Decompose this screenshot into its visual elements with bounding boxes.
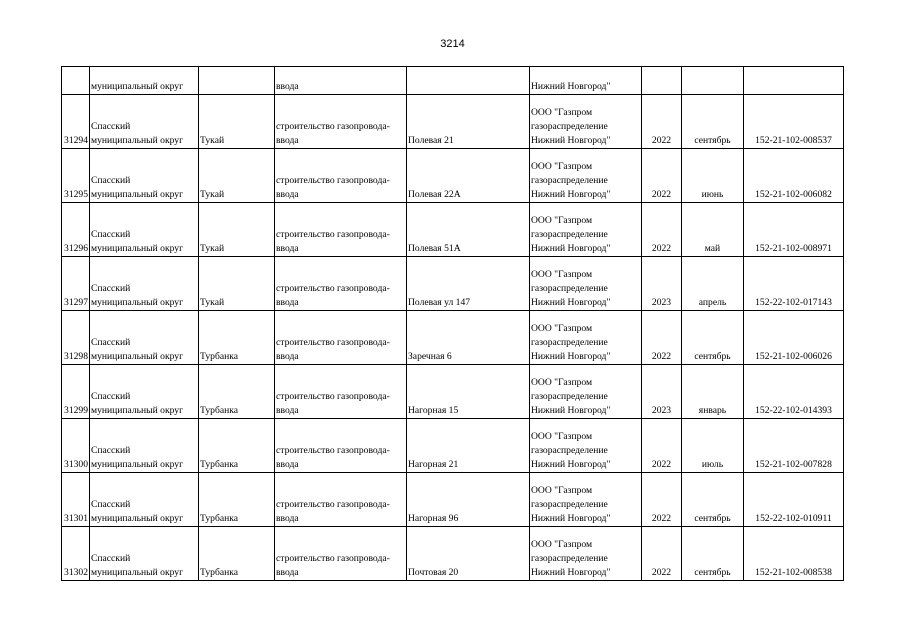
cell-work [275,95,407,149]
district-line-1: Спасский [91,391,131,402]
org-line-2: газораспределение [531,553,608,564]
cell-organization [530,365,642,419]
work-line-2: ввода [276,135,299,146]
month-text: апрель [698,297,727,308]
cell-district [90,311,199,365]
cell-district [90,419,199,473]
address-text: Нагорная 15 [408,405,459,416]
month-text: сентябрь [694,351,731,362]
district-line-2: муниципальный округ [91,189,184,200]
cell-month [682,149,744,203]
locality-text: Турбанка [200,513,239,524]
cell-month [682,365,744,419]
address-text: Полевая 21 [408,135,454,146]
month-text: сентябрь [694,513,731,524]
address-text: Нагорная 21 [408,459,459,470]
cell-num [62,257,90,311]
address-text: Полевая ул 147 [408,297,471,308]
cell-code [744,149,844,203]
row-number: 31297 [64,297,88,308]
org-line-3: Нижний Новгород" [531,405,611,416]
row-number: 31295 [64,189,88,200]
org-line-2: газораспределение [531,337,608,348]
cell-locality [199,257,275,311]
org-line-3: Нижний Новгород" [531,513,611,524]
cell-locality [199,365,275,419]
year-text: 2022 [651,135,672,146]
cell-code [744,67,844,95]
cell-num [62,149,90,203]
address-text: Полевая 51А [408,243,461,254]
org-line-2: газораспределение [531,445,608,456]
cell-address [407,149,530,203]
cell-locality [199,473,275,527]
cell-work [275,257,407,311]
year-text: 2023 [651,405,672,416]
cell-organization [530,527,642,581]
year-text: 2022 [651,243,672,254]
cell-code [744,257,844,311]
cell-code [744,95,844,149]
cell-address [407,95,530,149]
cell-month [682,203,744,257]
work-line-1: строительство газопровода- [276,175,390,186]
district-line-2: муниципальный округ [91,567,184,578]
org-line-1: ООО "Газпром [531,377,593,388]
work-line-1: строительство газопровода- [276,283,390,294]
cell-code [744,203,844,257]
org-line-1: ООО "Газпром [531,485,593,496]
cell-address [407,257,530,311]
locality-text: Тукай [200,189,225,200]
org-line-3: Нижний Новгород" [531,135,611,146]
work-line-2: ввода [276,459,299,470]
cell-year [642,203,682,257]
cell-month [682,67,744,95]
year-text: 2022 [651,513,672,524]
cell-num [62,95,90,149]
table-row [62,473,844,527]
cell-year [642,95,682,149]
cell-locality [199,527,275,581]
table-row [62,365,844,419]
cell-month [682,419,744,473]
cell-year [642,473,682,527]
org-line-1: ООО "Газпром [531,323,593,334]
cell-code [744,527,844,581]
org-line-1: ООО "Газпром [531,161,593,172]
work-line-1: строительство газопровода- [276,121,390,132]
org-line-2: газораспределение [531,175,608,186]
cell-month [682,257,744,311]
registry-table [61,66,844,581]
locality-text: Турбанка [200,459,239,470]
org-line-1: ООО "Газпром [531,107,593,118]
locality-text: Тукай [200,243,225,254]
work-line-1: строительство газопровода- [276,229,390,240]
org-line-3: Нижний Новгород" [531,297,611,308]
table-row [62,203,844,257]
district-line-1: Спасский [91,175,131,186]
cell-num [62,527,90,581]
cell-district: муниципальный округ [90,67,199,95]
cell-organization [530,257,642,311]
district-line-2: муниципальный округ [91,297,184,308]
cell-num [62,419,90,473]
work-line-2: ввода [276,405,299,416]
year-text: 2022 [651,459,672,470]
district-line-1: Спасский [91,337,131,348]
cell-organization: Нижний Новгород" [530,67,642,95]
cell-num [62,365,90,419]
code-text: 152-21-102-008971 [755,243,832,254]
cell-month [682,311,744,365]
code-text: 152-21-102-006026 [755,351,832,362]
work-line-2: ввода [276,243,299,254]
district-line-2: муниципальный округ [91,135,184,146]
cell-month [682,473,744,527]
cell-work: ввода [275,67,407,95]
row-number: 31296 [64,243,88,254]
locality-text: Тукай [200,135,225,146]
cell-code [744,365,844,419]
code-text: 152-21-102-006082 [755,189,832,200]
org-line-3: Нижний Новгород" [531,189,611,200]
cell-locality [199,419,275,473]
code-text: 152-22-102-017143 [755,297,832,308]
district-line-2: муниципальный округ [91,351,184,362]
row-number: 31294 [64,135,88,146]
cell-num [62,473,90,527]
code-text: 152-22-102-010911 [755,513,832,524]
work-line-1: строительство газопровода- [276,337,390,348]
cell-month [682,527,744,581]
district-line-2: муниципальный округ [91,513,184,524]
district-line-1: Спасский [91,499,131,510]
cell-address [407,473,530,527]
cell-locality [199,67,275,95]
cell-organization [530,95,642,149]
district-line-2: муниципальный округ [91,405,184,416]
row-number: 31301 [64,513,88,524]
org-line-1: ООО "Газпром [531,431,593,442]
work-line-2: ввода [276,513,299,524]
address-text: Почтовая 20 [408,567,459,578]
cell-locality [199,95,275,149]
table-row [62,419,844,473]
cell-district [90,95,199,149]
locality-text: Турбанка [200,567,239,578]
cell-year [642,257,682,311]
address-text: Заречная 6 [408,351,452,362]
district-line-2: муниципальный округ [91,459,184,470]
work-line-2: ввода [276,351,299,362]
cell-code [744,473,844,527]
row-number: 31299 [64,405,88,416]
year-text: 2022 [651,189,672,200]
org-line-3: Нижний Новгород" [531,567,611,578]
cell-organization [530,419,642,473]
locality-text: Турбанка [200,405,239,416]
work-line-1: строительство газопровода- [276,391,390,402]
code-text: 152-21-102-008537 [755,135,832,146]
cell-address [407,527,530,581]
cell-district [90,365,199,419]
cell-locality [199,149,275,203]
cell-year [642,419,682,473]
cell-code [744,311,844,365]
month-text: сентябрь [694,567,731,578]
work-line-1: строительство газопровода- [276,553,390,564]
district-line-2: муниципальный округ [91,243,184,254]
locality-text: Турбанка [200,351,239,362]
cell-work [275,527,407,581]
cell-work [275,149,407,203]
org-line-3: Нижний Новгород" [531,459,611,470]
cell-year [642,149,682,203]
month-text: январь [698,405,727,416]
cell-locality [199,203,275,257]
cell-address [407,311,530,365]
cell-num [62,311,90,365]
page-number: 3214 [440,38,465,50]
row-number: 31302 [64,567,88,578]
cell-address [407,365,530,419]
cell-code [744,419,844,473]
work-line-2: ввода [276,567,299,578]
cell-address [407,419,530,473]
row-number: 31298 [64,351,88,362]
cell-num [62,203,90,257]
district-line-1: Спасский [91,121,131,132]
work-line-1: строительство газопровода- [276,445,390,456]
org-line-2: газораспределение [531,283,608,294]
table-body [62,67,844,581]
table-row [62,149,844,203]
cell-address [407,203,530,257]
cell-month [682,95,744,149]
cell-work [275,365,407,419]
month-text: сентябрь [694,135,731,146]
cell-organization [530,473,642,527]
code-text: 152-22-102-014393 [755,405,832,416]
org-line-2: газораспределение [531,121,608,132]
work-line-2: ввода [276,189,299,200]
cell-year [642,365,682,419]
org-line-3: Нижний Новгород" [531,351,611,362]
month-text: май [704,243,721,254]
cell-locality [199,311,275,365]
org-line-2: газораспределение [531,391,608,402]
locality-text: Тукай [200,297,225,308]
month-text: июль [701,459,724,470]
cell-work [275,311,407,365]
table-row-continued [62,67,844,95]
cell-organization [530,311,642,365]
table-row [62,95,844,149]
cell-district [90,203,199,257]
district-line-1: Спасский [91,229,131,240]
month-text: июнь [701,189,724,200]
cell-address [407,67,530,95]
cell-district [90,527,199,581]
district-line-1: Спасский [91,445,131,456]
cell-district [90,257,199,311]
year-text: 2023 [651,297,672,308]
work-line-1: строительство газопровода- [276,499,390,510]
cell-work [275,203,407,257]
cell-num [62,67,90,95]
org-line-3: Нижний Новгород" [531,243,611,254]
org-line-1: ООО "Газпром [531,215,593,226]
district-line-1: Спасский [91,283,131,294]
year-text: 2022 [651,567,672,578]
cell-work [275,473,407,527]
code-text: 152-21-102-007828 [755,459,832,470]
cell-organization [530,149,642,203]
org-line-1: ООО "Газпром [531,539,593,550]
address-text: Полевая 22А [408,189,461,200]
org-line-2: газораспределение [531,229,608,240]
cell-organization [530,203,642,257]
address-text: Нагорная 96 [408,513,459,524]
work-line-2: ввода [276,297,299,308]
cell-district [90,473,199,527]
cell-year [642,311,682,365]
table-row [62,311,844,365]
table-row [62,257,844,311]
row-number: 31300 [64,459,88,470]
table-row [62,527,844,581]
cell-year [642,67,682,95]
cell-district [90,149,199,203]
year-text: 2022 [651,351,672,362]
org-line-2: газораспределение [531,499,608,510]
org-line-1: ООО "Газпром [531,269,593,280]
code-text: 152-21-102-008538 [755,567,832,578]
cell-work [275,419,407,473]
cell-year [642,527,682,581]
district-line-1: Спасский [91,553,131,564]
